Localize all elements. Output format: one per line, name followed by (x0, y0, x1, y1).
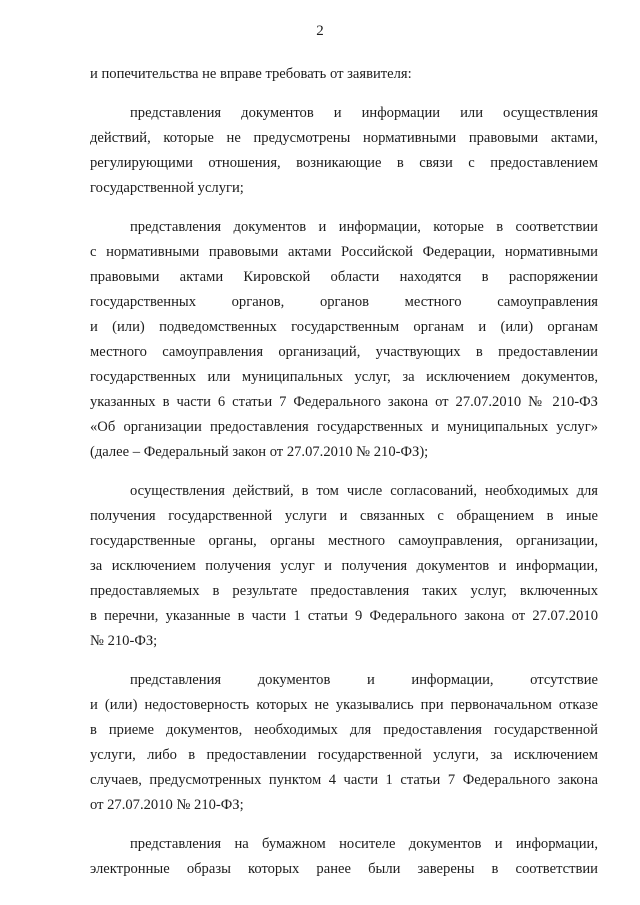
text-line: правовыми актами Кировской области находятся в распоряжении (90, 269, 598, 285)
paragraph (90, 101, 598, 201)
paragraph (90, 668, 598, 818)
text-line: действий, которые не предусмотрены нормативными правовыми актами, (90, 130, 598, 146)
text-line: за исключением получения услуг и получения документов и информации, (90, 558, 598, 574)
text-line: указанных в части 6 статьи 7 Федерального закона от 27.07.2010 № 210-ФЗ (90, 394, 598, 410)
text-line: и (или) подведомственных государственным органам и (или) органам (90, 319, 598, 335)
paragraph (90, 62, 598, 87)
text-line: и (или) недостоверность которых не указывались при первоначальном отказе (90, 697, 598, 713)
text-line: с нормативными правовыми актами Российской Федерации, нормативными (90, 244, 598, 260)
text-line: в перечни, указанные в части 1 статьи 9 Федерального закона от 27.07.2010 (90, 608, 598, 624)
text-line: услуги, либо в предоставлении государственной услуги, за исключением (90, 747, 598, 763)
text-line: представления документов и информации, которые в соответствии (130, 219, 598, 235)
text-line: «Об организации предоставления государственных и муниципальных услуг» (90, 419, 598, 435)
text-line: электронные образы которых ранее были заверены в соответствии (90, 861, 598, 877)
text-line: случаев, предусмотренных пунктом 4 части 1 статьи 7 Федерального закона (90, 772, 598, 788)
page-number: 2 (316, 23, 324, 39)
text-line: государственных органов, органов местного самоуправления (90, 294, 598, 310)
text-line: государственных или муниципальных услуг, за исключением документов, (90, 369, 598, 385)
text-line: № 210-ФЗ; (90, 633, 158, 649)
text-line: в приеме документов, необходимых для предоставления государственной (90, 722, 598, 738)
text-line: представления документов и информации или осуществления (130, 105, 598, 121)
text-line: государственной услуги; (90, 180, 244, 196)
text-line: (далее – Федеральный закон от 27.07.2010 № 210-ФЗ); (90, 444, 429, 460)
text-line: государственные органы, органы местного самоуправления, организации, (90, 533, 598, 549)
text-line: получения государственной услуги и связанных с обращением в иные (90, 508, 598, 524)
text-line: регулирующими отношения, возникающие в связи с предоставлением (90, 155, 598, 171)
text-line: и попечительства не вправе требовать от заявителя: (90, 66, 412, 82)
text-line: от 27.07.2010 № 210-ФЗ; (90, 797, 244, 813)
text-line: местного самоуправления организаций, участвующих в предоставлении (90, 344, 598, 360)
text-line: представления документов и информации, отсутствие (130, 672, 598, 688)
paragraph (90, 215, 598, 465)
paragraph (90, 832, 598, 882)
text-line: предоставляемых в результате предоставления таких услуг, включенных (90, 583, 598, 599)
paragraph (90, 479, 598, 654)
document-body (90, 62, 598, 882)
text-line: осуществления действий, в том числе согласований, необходимых для (130, 483, 598, 499)
text-line: представления на бумажном носителе документов и информации, (130, 836, 598, 852)
